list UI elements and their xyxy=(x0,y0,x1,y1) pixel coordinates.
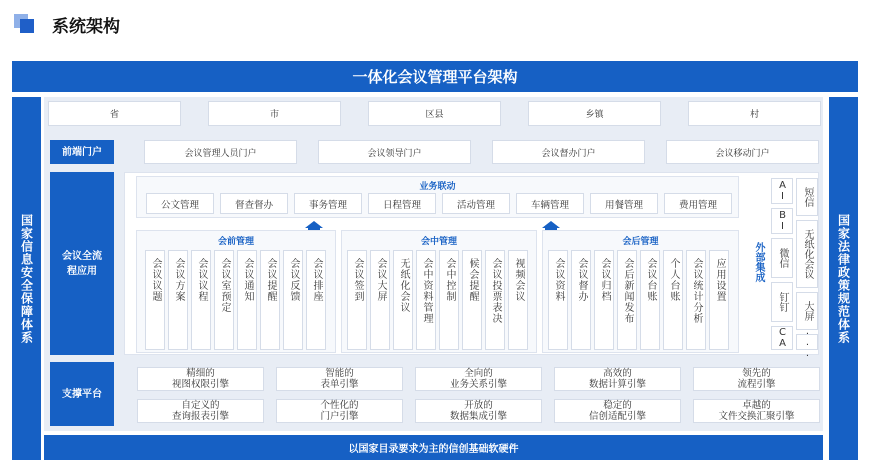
engine-file-exchange: 卓越的 文件交换汇聚引擎 xyxy=(693,399,820,423)
during-item: 候会提醒 xyxy=(462,250,482,350)
engine-workflow: 领先的 流程引擎 xyxy=(693,367,820,391)
portal-manager: 会议管理人员门户 xyxy=(144,140,297,164)
biz-expense: 费用管理 xyxy=(664,193,732,214)
support-platform-label: 支撑平台 xyxy=(50,362,114,426)
ext-sms: 短信 xyxy=(796,178,818,216)
process-label: 会议全流 程应用 xyxy=(50,172,114,355)
post-item: 会议归档 xyxy=(594,250,614,350)
pre-item: 会议议程 xyxy=(191,250,211,350)
biz-schedule: 日程管理 xyxy=(368,193,436,214)
engine-portal: 个性化的 门户引擎 xyxy=(276,399,403,423)
portal-mobile: 会议移动门户 xyxy=(666,140,819,164)
during-item: 会中控制 xyxy=(439,250,459,350)
post-item: 会议台账 xyxy=(640,250,660,350)
front-portal-label: 前端门户 xyxy=(50,140,114,164)
ext-bi: BI xyxy=(771,208,793,234)
portal-leader: 会议领导门户 xyxy=(318,140,471,164)
pre-item: 会议反馈 xyxy=(283,250,303,350)
pre-item: 会议通知 xyxy=(237,250,257,350)
ext-big-screen: 大屏 xyxy=(796,292,818,330)
engine-view-permission: 精细的 视图权限引擎 xyxy=(137,367,264,391)
engine-data-integration: 开放的 数据集成引擎 xyxy=(415,399,542,423)
level-town: 乡镇 xyxy=(528,101,661,126)
biz-dining: 用餐管理 xyxy=(590,193,658,214)
post-item: 会议督办 xyxy=(571,250,591,350)
ext-more: ... xyxy=(796,334,818,350)
pre-item: 会议排座 xyxy=(306,250,326,350)
engine-data-compute: 高效的 数据计算引擎 xyxy=(554,367,681,391)
pre-item: 会议方案 xyxy=(168,250,188,350)
biz-document: 公文管理 xyxy=(146,193,214,214)
engine-business-relation: 全向的 业务关系引擎 xyxy=(415,367,542,391)
ext-dingtalk: 钉钉 xyxy=(771,282,793,322)
page-title: 系统架构 xyxy=(52,17,120,37)
pre-item: 会议提醒 xyxy=(260,250,280,350)
business-title: 业务联动 xyxy=(419,182,456,192)
biz-activity: 活动管理 xyxy=(442,193,510,214)
post-item: 会后新闻发布 xyxy=(617,250,637,350)
biz-affairs: 事务管理 xyxy=(294,193,362,214)
post-item: 会议资料 xyxy=(548,250,568,350)
during-item: 会议大屏 xyxy=(370,250,390,350)
level-province: 省 xyxy=(48,101,181,126)
during-item: 无纸化会议 xyxy=(393,250,413,350)
ext-ca: CA xyxy=(771,326,793,350)
during-item: 会议签到 xyxy=(347,250,367,350)
during-meeting-title: 会中管理 xyxy=(420,237,457,247)
level-county: 区县 xyxy=(368,101,501,126)
during-item: 会中资料管理 xyxy=(416,250,436,350)
during-item: 会议投票表决 xyxy=(485,250,505,350)
ext-wechat: 微信 xyxy=(771,238,793,278)
biz-vehicle: 车辆管理 xyxy=(516,193,584,214)
pre-item: 会议议题 xyxy=(145,250,165,350)
pre-item: 会议室预定 xyxy=(214,250,234,350)
portal-supervision: 会议督办门户 xyxy=(492,140,645,164)
external-title: 外部集成 xyxy=(753,242,764,282)
post-item: 应用设置 xyxy=(709,250,729,350)
engine-form: 智能的 表单引擎 xyxy=(276,367,403,391)
pre-meeting-title: 会前管理 xyxy=(217,237,254,247)
level-village: 村 xyxy=(688,101,821,126)
infrastructure-footer: 以国家目录要求为主的信创基础软硬件 xyxy=(44,435,823,460)
biz-supervision: 督查督办 xyxy=(220,193,288,214)
engine-query-report: 自定义的 查询报表引擎 xyxy=(137,399,264,423)
up-arrow-icon xyxy=(305,221,323,228)
during-item: 视频会议 xyxy=(508,250,528,350)
policy-system-bar: 国家法律政策规范体系 xyxy=(829,97,858,460)
security-system-bar: 国家信息安全保障体系 xyxy=(12,97,41,460)
logo-square-dark xyxy=(20,19,34,33)
level-city: 市 xyxy=(208,101,341,126)
post-item: 个人台账 xyxy=(663,250,683,350)
post-item: 会议统计分析 xyxy=(686,250,706,350)
architecture-banner: 一体化会议管理平台架构 xyxy=(12,61,858,92)
ext-paperless: 无纸化会议 xyxy=(796,220,818,288)
ext-ai: AI xyxy=(771,178,793,204)
up-arrow-icon xyxy=(542,221,560,228)
engine-xinchuang-adapter: 稳定的 信创适配引擎 xyxy=(554,399,681,423)
post-meeting-title: 会后管理 xyxy=(622,237,659,247)
